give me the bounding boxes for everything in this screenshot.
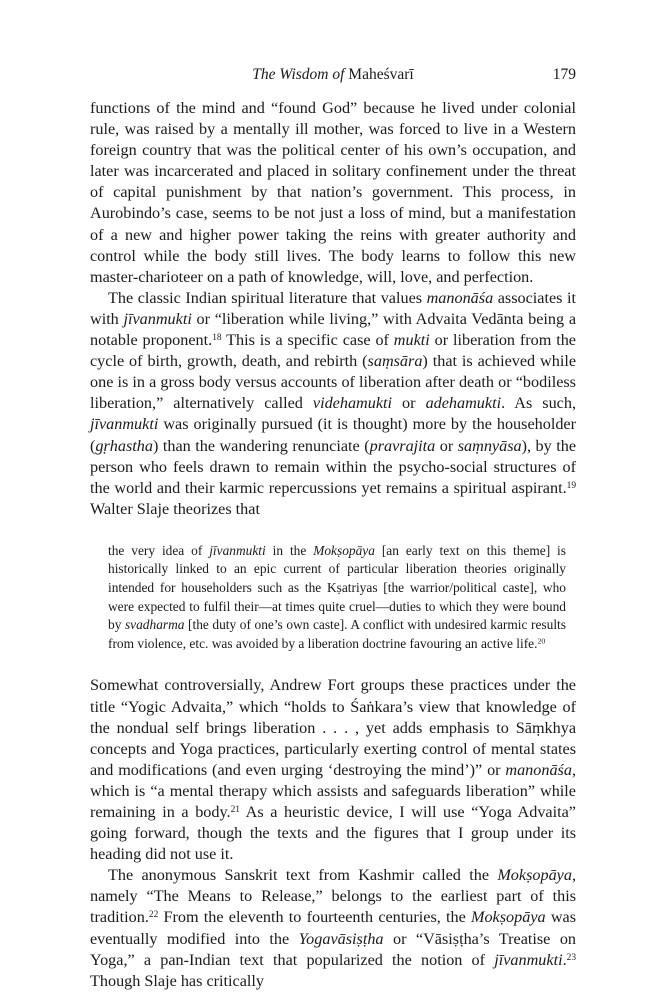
italic-term: Yogavāsiṣṭha <box>298 929 384 948</box>
body-text <box>90 98 576 992</box>
paragraph <box>90 98 576 288</box>
text-run: , which is “a mental therapy which assists and safeguards liberation” while remaining in a body. <box>90 760 576 821</box>
italic-term: mukti <box>393 331 430 350</box>
italic-term: pravrajita <box>369 436 436 455</box>
italic-term: jīvanmukti <box>209 542 266 558</box>
italic-term: svadharma <box>124 617 185 633</box>
text-run: namely “The Means to Release,” belongs to the earliest part of this tradition. <box>90 887 576 927</box>
block-quote <box>108 542 566 654</box>
footnote-ref: 21 <box>230 804 240 815</box>
text-run: in the <box>265 542 314 558</box>
text-run: or “liberation while living,” with Advaita Vedānta being a notable proponent. <box>90 309 576 350</box>
text-run: The anonymous Sanskrit text from Kashmir called the <box>108 866 498 885</box>
italic-term: jīvanmukti <box>494 950 563 969</box>
footnote-ref: 18 <box>212 332 222 343</box>
italic-term: Mokṣopāya <box>470 908 546 927</box>
footnote-ref: 22 <box>148 910 159 921</box>
footnote-ref: 20 <box>537 636 546 646</box>
italic-term: Mokṣopāya, <box>497 866 576 885</box>
footnote-ref: 23 <box>566 952 576 963</box>
text-run: or “Vāsiṣṭha’s Treatise on Yoga,” a pan-Indian text that popularized the notion of <box>90 929 577 969</box>
text-run: [the duty of one’s own caste]. A conflict with undesired karmic results from violence, etc. was avoided by a liberation doctrine favouring an active life. <box>108 617 566 651</box>
text-run: ), by the person who feels drawn to remain within the psycho-social structures of the world and their karmic repercussions yet remains a spiritual aspirant. <box>90 436 577 497</box>
text-run: Somewhat controversially, Andrew Fort groups these practices under the title “Yogic Advaita,” which “holds to Śaṅkara’s view that knowledge of the nondual self brings liberation . . . , yet adds emphasis to Sāṃkhya concepts and Yoga practices, particularly exerting control of mental states and modifications (and even urging ‘destroying the mind’)” or <box>90 676 576 779</box>
paragraph <box>90 865 576 992</box>
text-run: or <box>392 394 426 413</box>
paragraph <box>90 288 576 520</box>
italic-term: manonāśa <box>426 288 494 307</box>
text-run: From the eleventh to fourteenth centuries, the <box>158 908 471 927</box>
text-run: This is a specific case of <box>221 331 394 350</box>
italic-term: jīvanmukti <box>90 415 159 434</box>
paragraph <box>90 675 576 865</box>
running-title-italic: The Wisdom of <box>252 66 345 83</box>
running-title-name: Maheśvarī <box>344 66 414 83</box>
text-run: was originally pursued (it is thought) more by the householder ( <box>90 415 576 455</box>
text-run: or liberation from the cycle of birth, growth, death, and rebirth ( <box>90 331 576 371</box>
running-title <box>90 64 576 86</box>
text-run: ) that is achieved while one is in a gross body versus accounts of liberation after death or “bodiless liberation,” alternatively called <box>90 352 577 413</box>
italic-term: videhamukti <box>312 394 393 413</box>
text-run: Walter Slaje theorizes that <box>90 499 260 518</box>
italic-term: manonāśa <box>505 760 572 779</box>
text-run: or <box>435 436 458 455</box>
text-run: [an early text on this theme] is historically linked to an epic current of particular liberation theories originally intended for householders such as the Kṣatriyas [the warrior/political caste], who were expected to fulfil their—at times quite cruel—duties to which they were bound by <box>108 542 566 633</box>
text-run: was eventually modified into the <box>90 908 576 948</box>
italic-term: adehamukti <box>425 394 502 413</box>
italic-term: saṃsāra <box>367 352 423 371</box>
text-run: the very idea of <box>108 542 210 558</box>
italic-term: gṛhastha <box>95 436 153 455</box>
italic-term: jīvanmukti <box>123 309 192 328</box>
text-run: functions of the mind and “found God” because he lived under colonial rule, was raised by a mentally ill mother, was forced to live in a Western foreign country that was the political center of his own’s occupation, and later was incarcerated and placed in solitary confinement under the threat of capital punishment by that nation’s government. This process, in Aurobindo’s case, seems to be not just a loss of mind, but a manifestation of a new and higher power taking the reins with greater authority and control while the body still lives. The body learns to follow this new master-charioteer on a path of knowledge, will, love, and perfection. <box>90 99 576 286</box>
running-header <box>90 64 576 86</box>
text-run: . As such, <box>501 394 577 413</box>
footnote-ref: 19 <box>566 480 576 491</box>
text-run: Though Slaje has critically <box>90 971 264 990</box>
text-run: As a heuristic device, I will use “Yoga Advaita” going forward, though the texts and the figures that I group under its heading did not use it. <box>90 803 576 864</box>
page-number: 179 <box>552 66 576 83</box>
italic-term: Mokṣopāya <box>313 542 375 558</box>
text-run: . <box>562 950 567 969</box>
text-run: ) than the wandering renunciate ( <box>152 436 370 455</box>
italic-term: saṃnyāsa <box>457 436 522 455</box>
text-run: associates it with <box>90 288 576 328</box>
text-run: The classic Indian spiritual literature that values <box>108 288 427 307</box>
